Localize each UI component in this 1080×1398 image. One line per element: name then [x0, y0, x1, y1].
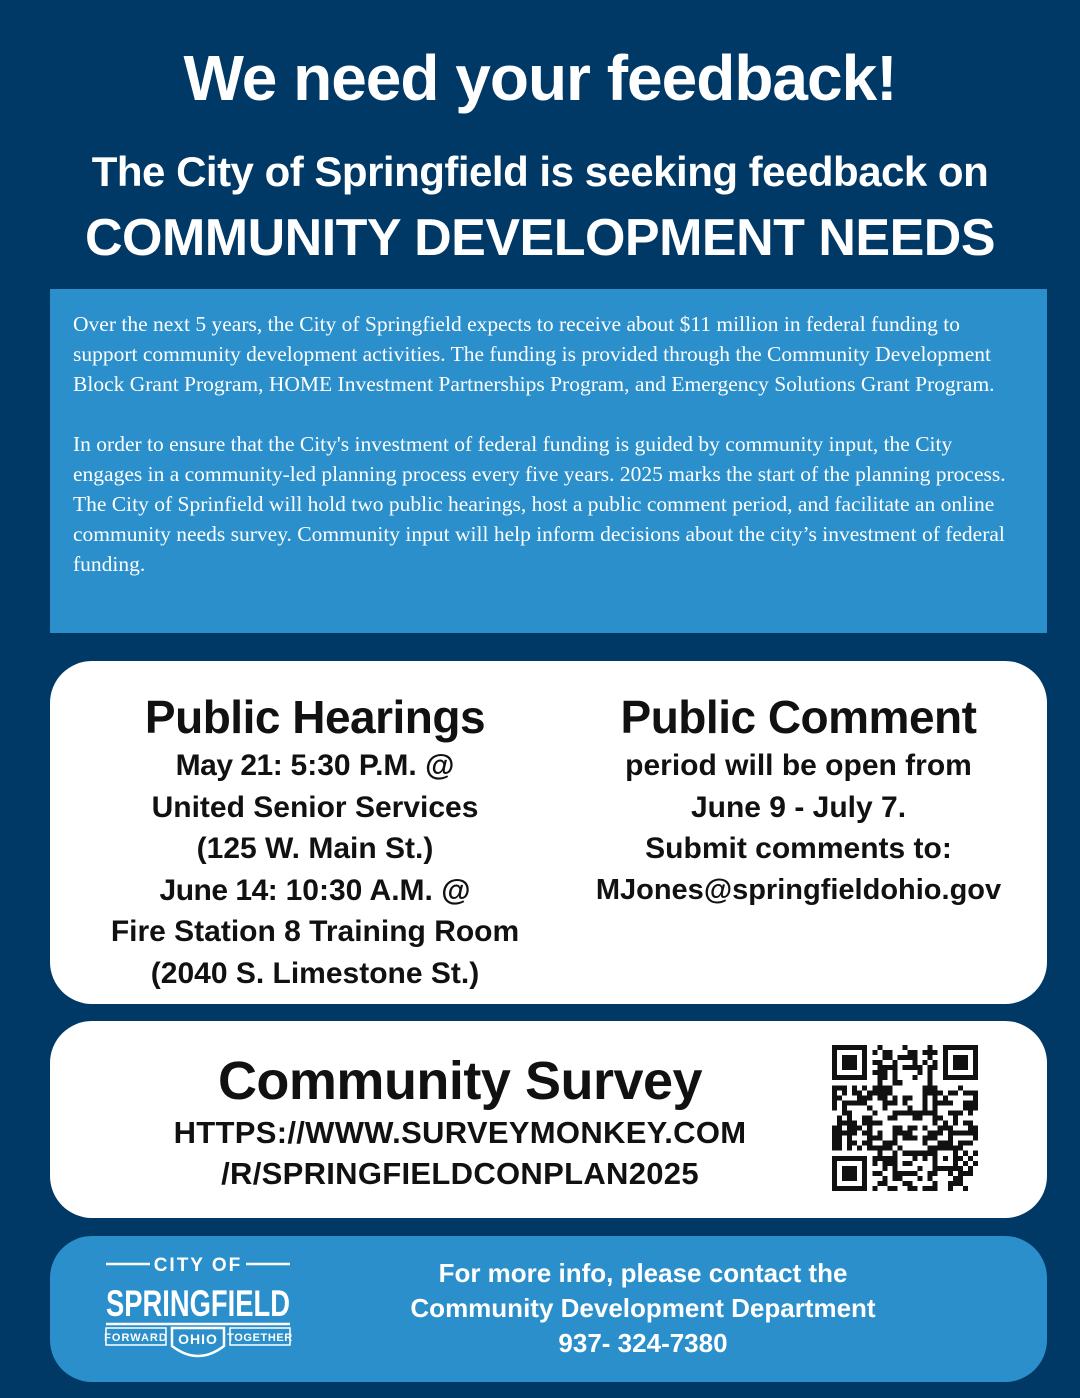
- hearing-1-venue: United Senior Services: [151, 790, 479, 824]
- logo-together: TOGETHER: [227, 1332, 293, 1344]
- hearing-2-address: (2040 S. Limestone St.): [150, 956, 480, 990]
- intro-paragraph-2: In order to ensure that the City's investment of federal funding is guided by community input, the City engages in a community-led planning process every five years. 2025 marks the start of the planning process. The City of Sprinfield will hold two public hearings, host a public comment period, and facilitate an online community needs survey. Community input will help inform decisions about the city’s investment of federal funding.: [73, 432, 1006, 576]
- contact-line-2: Community Development Department: [410, 1293, 876, 1323]
- contact-info: [350, 1256, 936, 1361]
- public-hearings-section: [50, 689, 580, 994]
- public-comment-section: [550, 689, 1047, 911]
- city-of-springfield-logo: [104, 1254, 292, 1366]
- public-comment-title: Public Comment: [620, 691, 977, 743]
- comment-dates: June 9 - July 7.: [690, 790, 907, 824]
- subheadline: The City of Springfield is seeking feedback on: [91, 148, 989, 195]
- logo-forward: FORWARD: [104, 1332, 168, 1344]
- hearing-2-datetime: [50, 870, 580, 912]
- subheadline-emphasis: COMMUNITY DEVELOPMENT NEEDS: [84, 209, 996, 267]
- public-hearings-title: Public Hearings: [144, 691, 486, 743]
- hearing-1-time: 5:30 P.M. @: [282, 749, 455, 782]
- hearing-1-datetime: [50, 745, 580, 787]
- headline: We need your feedback!: [183, 42, 897, 114]
- survey-section: [70, 1050, 850, 1194]
- survey-title: Community Survey: [217, 1051, 703, 1111]
- intro-paragraph-1: Over the next 5 years, the City of Springfield expects to receive about $11 million in federal funding to support community development activities. The funding is provided through the Community Development Block Grant Program, HOME Investment Partnerships Program, and Emergency Solutions Grant Program.: [73, 312, 995, 396]
- comment-line-1: period will be open from: [625, 749, 972, 782]
- logo-city-of: CITY OF: [153, 1255, 243, 1276]
- contact-phone[interactable]: 937- 324-7380: [558, 1328, 728, 1358]
- intro-box: [50, 289, 1047, 633]
- hearing-1-date: May 21:: [175, 749, 283, 782]
- hearing-1-address: (125 W. Main St.): [196, 832, 434, 865]
- survey-qr-code[interactable]: [832, 1045, 978, 1191]
- survey-url-line-1[interactable]: HTTPS://WWW.SURVEYMONKEY.COM: [173, 1115, 747, 1150]
- survey-url-line-2[interactable]: /R/SPRINGFIELDCONPLAN2025: [221, 1156, 699, 1191]
- logo-springfield: SPRINGFIELD: [106, 1283, 290, 1324]
- hearing-2-date: June 14:: [159, 873, 278, 907]
- contact-line-1: For more info, please contact the: [438, 1258, 848, 1288]
- logo-ohio: OHIO: [178, 1331, 218, 1347]
- comment-submit-label: Submit comments to:: [645, 832, 952, 865]
- hearing-2-time: 10:30 A.M. @: [277, 873, 471, 907]
- comment-email-link[interactable]: MJones@springfieldohio.gov: [595, 873, 1002, 906]
- hearing-2-venue: Fire Station 8 Training Room: [110, 915, 520, 948]
